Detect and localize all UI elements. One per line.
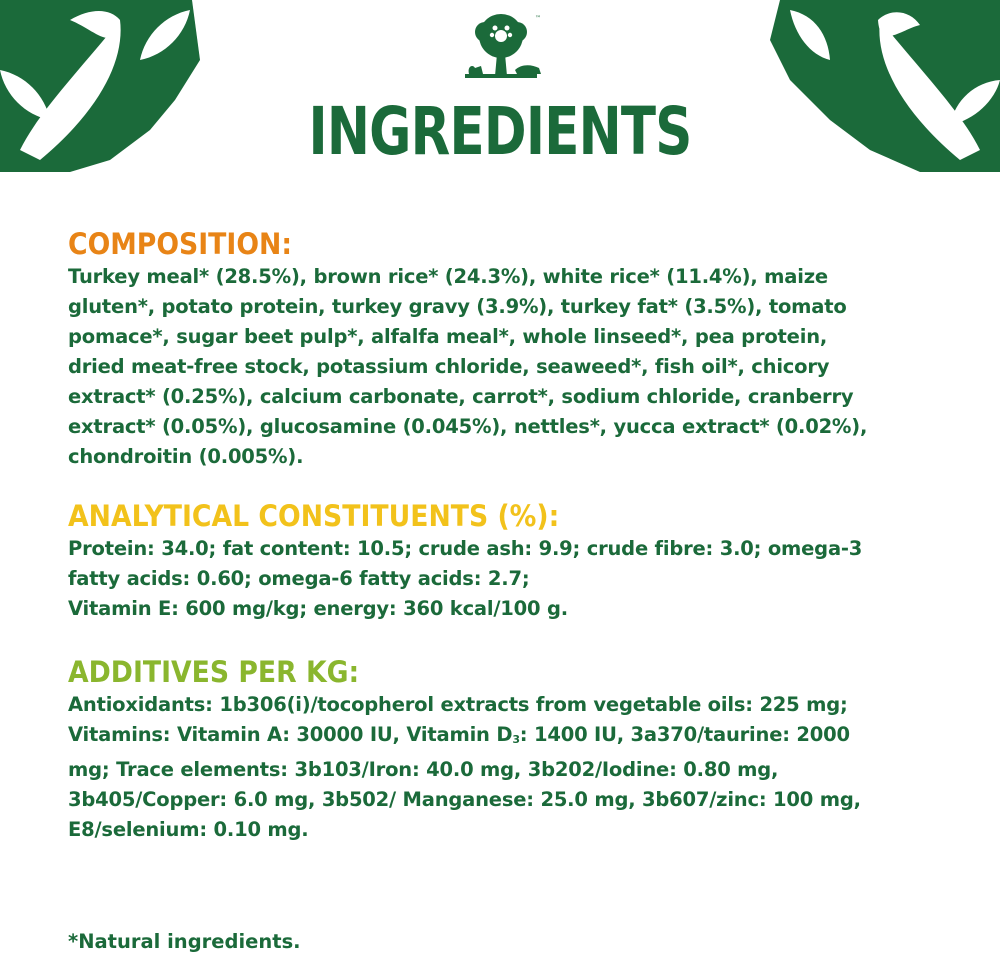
composition-line: gluten*, potato protein, turkey gravy (3.9%), turkey fat* (3.5%), tomato	[68, 295, 847, 318]
analytical-heading: ANALYTICAL CONSTITUENTS (%):	[68, 499, 560, 533]
composition-line: extract* (0.05%), glucosamine (0.045%), nettles*, yucca extract* (0.02%),	[68, 415, 868, 438]
additives-line: Antioxidants: 1b306(i)/tocopherol extracts from vegetable oils: 225 mg;	[68, 693, 848, 716]
additives-heading: ADDITIVES PER KG:	[68, 655, 360, 689]
subscript: 3	[512, 733, 520, 746]
analytical-text	[68, 534, 958, 624]
additives-text	[68, 690, 958, 845]
composition-text	[68, 262, 958, 472]
additives-line: mg; Trace elements: 3b103/Iron: 40.0 mg, 3b202/Iodine: 0.80 mg,	[68, 758, 779, 781]
header-banner	[0, 0, 1000, 172]
analytical-line: fatty acids: 0.60; omega-6 fatty acids: 2.7;	[68, 567, 530, 590]
composition-line: pomace*, sugar beet pulp*, alfalfa meal*, whole linseed*, pea protein,	[68, 325, 828, 348]
analytical-line: Protein: 34.0; fat content: 10.5; crude ash: 9.9; crude fibre: 3.0; omega-3	[68, 537, 863, 560]
additives-section	[68, 654, 958, 845]
composition-line: chondroitin (0.005%).	[68, 445, 304, 468]
additives-line-part: Vitamins: Vitamin A: 30000 IU, Vitamin D	[68, 723, 513, 746]
composition-line: Turkey meal* (28.5%), brown rice* (24.3%), white rice* (11.4%), maize	[68, 265, 828, 288]
analytical-line: Vitamin E: 600 mg/kg; energy: 360 kcal/100 g.	[68, 597, 568, 620]
analytical-section	[68, 498, 958, 624]
page-title: INGREDIENTS	[308, 93, 692, 170]
additives-line: 3b405/Copper: 6.0 mg, 3b502/ Manganese: 25.0 mg, 3b607/zinc: 100 mg,	[68, 788, 861, 811]
tree-with-cat-and-dog-logo-icon	[455, 10, 547, 90]
svg-text:™: ™	[535, 15, 541, 22]
additives-line-part: : 1400 IU, 3a370/taurine: 2000	[519, 723, 850, 746]
composition-section	[68, 226, 958, 472]
additives-line	[68, 723, 850, 746]
additives-line: E8/selenium: 0.10 mg.	[68, 818, 309, 841]
footnote: *Natural ingredients.	[68, 930, 301, 953]
composition-heading: COMPOSITION:	[68, 227, 293, 261]
composition-line: extract* (0.25%), calcium carbonate, carrot*, sodium chloride, cranberry	[68, 385, 854, 408]
composition-line: dried meat-free stock, potassium chloride, seaweed*, fish oil*, chicory	[68, 355, 830, 378]
